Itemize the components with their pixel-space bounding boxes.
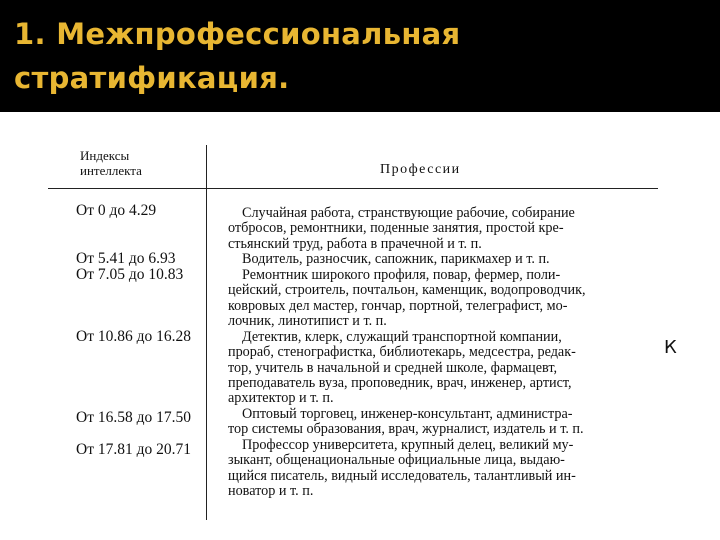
- table-top-rule: [48, 188, 658, 189]
- profession-line: новатор и т. п.: [228, 483, 314, 500]
- profession-line: архитектор и т. п.: [228, 390, 334, 407]
- profession-line: Ремонтник широкого профиля, повар, фермер, поли-: [242, 266, 561, 283]
- scanned-table-image: [0, 112, 720, 540]
- header-professions: Профессии: [380, 162, 461, 177]
- index-range-6: От 17.81 до 20.71: [76, 441, 191, 458]
- profession-line: зыкант, общенациональные официальные лица, выдаю-: [228, 452, 565, 469]
- profession-line: преподаватель вуза, проповедник, врач, инженер, артист,: [228, 374, 572, 391]
- profession-line: отбросов, ремонтники, поденные занятия, простой кре-: [228, 220, 564, 237]
- profession-line: цейский, строитель, почтальон, каменщик, водопроводчик,: [228, 282, 586, 299]
- index-range-1: От 0 до 4.29: [76, 202, 157, 219]
- profession-line: лочник, линотипист и т. п.: [228, 313, 387, 330]
- table-column-divider: [206, 145, 207, 520]
- header-intelligence-index: Индексы интеллекта: [80, 148, 142, 178]
- profession-line: Детектив, клерк, служащий транспортной компании,: [242, 328, 562, 345]
- margin-mark: К: [664, 337, 677, 358]
- profession-line: Случайная работа, странствующие рабочие, собирание: [242, 205, 575, 221]
- profession-line: Профессор университета, крупный делец, великий му-: [242, 436, 574, 453]
- profession-line: тор, учитель в начальной и средней школе, фармацевт,: [228, 359, 558, 376]
- profession-line: Водитель, разносчик, сапожник, парикмахер и т. п.: [242, 251, 550, 268]
- slide-title: [14, 12, 704, 100]
- profession-line: Оптовый торговец, инженер-консультант, администра-: [242, 405, 573, 422]
- profession-line: щийся писатель, видный исследователь, талантливый ин-: [228, 467, 576, 484]
- slide-title-line-1: 1. Межпрофессиональная: [14, 17, 461, 51]
- profession-line: прораб, стенографистка, библиотекарь, медсестра, редак-: [228, 344, 576, 361]
- index-range-2: От 5.41 до 6.93: [76, 250, 176, 267]
- profession-line: тор системы образования, врач, журналист, издатель и т. п.: [228, 421, 584, 438]
- index-range-4: От 10.86 до 16.28: [76, 328, 191, 345]
- slide-title-line-2: стратификация.: [14, 61, 290, 95]
- professions-column: [228, 206, 658, 500]
- profession-line: ковровых дел мастер, гончар, портной, телеграфист, мо-: [228, 297, 568, 314]
- index-range-3: От 7.05 до 10.83: [76, 266, 184, 283]
- profession-line: стьянский труд, работа в прачечной и т. п.: [228, 235, 482, 252]
- index-range-5: От 16.58 до 17.50: [76, 409, 191, 426]
